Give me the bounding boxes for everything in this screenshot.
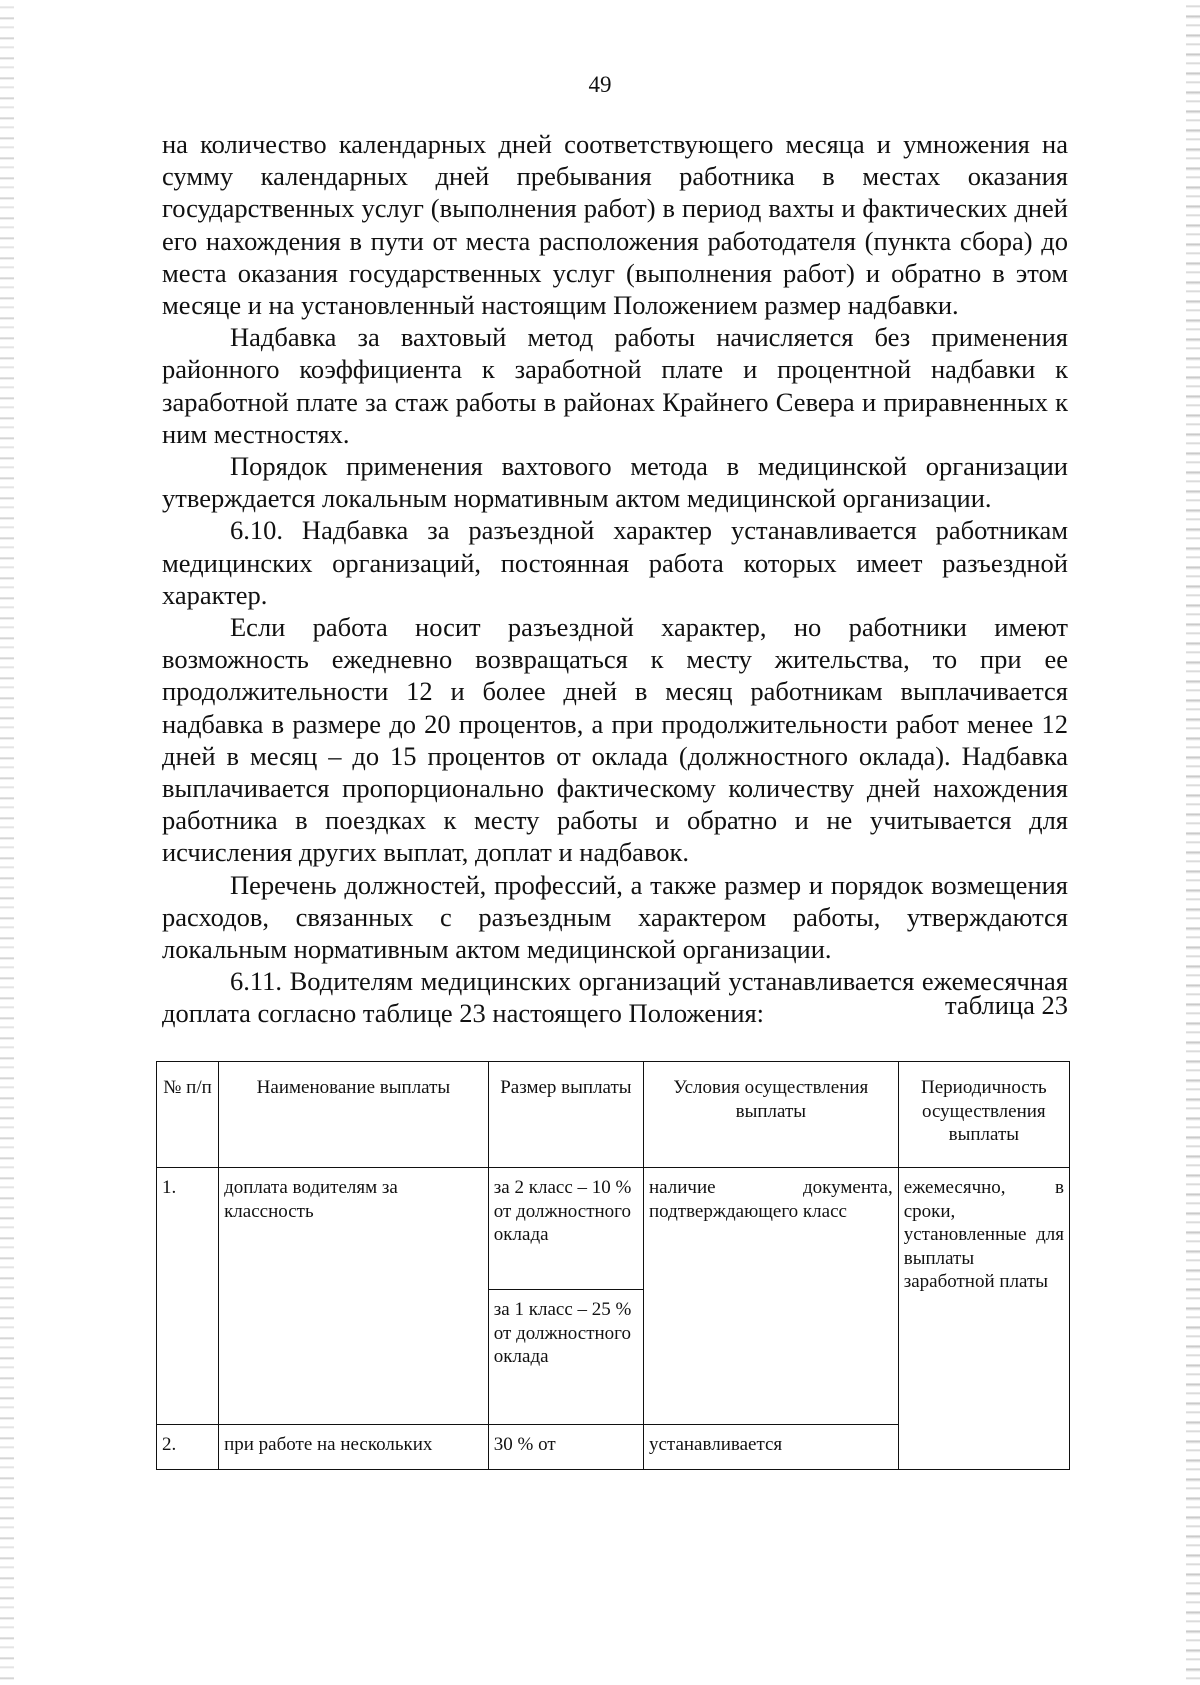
table-caption: таблица 23 bbox=[945, 990, 1068, 1020]
row-number: 2. bbox=[157, 1425, 219, 1470]
paragraph-travel-list: Перечень должностей, профессий, а также размер и порядок возмещения расходов, связанных с разъездным характером работы, утверждаются локальным нормативным актом медицинской организации. bbox=[162, 869, 1068, 965]
paragraph-shift-allowance: Надбавка за вахтовый метод работы начисляется без применения районного коэффициента к заработной плате и процентной надбавки к заработной плате за стаж работы в районах Крайнего Севера и приравненных к ним местностях. bbox=[162, 322, 1068, 449]
header-name: Наименование выплаты bbox=[219, 1062, 489, 1168]
scan-edge-left bbox=[0, 0, 14, 1685]
row-conditions: наличие документа, подтверждающего класс bbox=[643, 1168, 898, 1425]
document-body bbox=[162, 128, 1068, 1030]
scan-edge-right bbox=[1186, 0, 1200, 1685]
row-payment-name: при работе на нескольких bbox=[219, 1425, 489, 1470]
header-conditions: Условия осуществления выплаты bbox=[643, 1062, 898, 1168]
row-payment-size: за 1 класс – 25 % от должностного оклада bbox=[488, 1290, 643, 1425]
row-periodicity: ежемесячно, в сроки, установленные для выплаты заработной платы bbox=[898, 1168, 1069, 1470]
paragraph-travel-allowance: Если работа носит разъездной характер, но работники имеют возможность ежедневно возвращаться к месту жительства, то при ее продолжительности 12 и более дней в месяц работникам выплачивается надбавка в размере до 20 процентов, а при продолжительности работ менее 12 дней в месяц – до 15 процентов от оклада (должностного оклада). Надбавка выплачивается пропорционально фактическому количеству дней нахождения работника в поездках к месту работы и обратно и не учитывается для исчисления других выплат, доплат и надбавок. bbox=[162, 612, 1068, 868]
row-payment-size: за 2 класс – 10 % от должностного оклада bbox=[488, 1168, 643, 1290]
header-size: Размер выплаты bbox=[488, 1062, 643, 1168]
paragraph-shift-procedure: Порядок применения вахтового метода в медицинской организации утверждается локальным нормативным актом медицинской организации. bbox=[162, 451, 1068, 514]
payments-table bbox=[156, 1061, 1070, 1470]
paragraph-6-10: 6.10. Надбавка за разъездной характер устанавливается работникам медицинских организаций, постоянная работа которых имеет разъездной характер. bbox=[162, 515, 1068, 610]
page-number: 49 bbox=[588, 72, 612, 97]
row-payment-name: доплата водителям за классность bbox=[219, 1168, 489, 1425]
row-number: 1. bbox=[157, 1168, 219, 1425]
paragraph-continuation: на количество календарных дней соответствующего месяца и умножения на сумму календарных дней пребывания работника в местах оказания государственных услуг (выполнения работ) в период вахты и фактических дней его нахождения в пути от места расположения работодателя (пункта сбора) до места оказания государственных услуг (выполнения работ) и обратно в этом месяце и на установленный настоящим Положением размер надбавки. bbox=[162, 129, 1068, 321]
table-row bbox=[157, 1168, 1070, 1290]
header-periodicity: Периодичность осуществления выплаты bbox=[898, 1062, 1069, 1168]
table-header-row bbox=[157, 1062, 1070, 1168]
row-payment-size: 30 % от bbox=[488, 1425, 643, 1470]
header-number: № п/п bbox=[157, 1062, 219, 1168]
row-conditions: устанавливается bbox=[643, 1425, 898, 1470]
paragraph-6-11: 6.11. Водителям медицинских организаций устанавливается ежемесячная доплата согласно таблице 23 настоящего Положения: bbox=[162, 966, 1068, 1029]
